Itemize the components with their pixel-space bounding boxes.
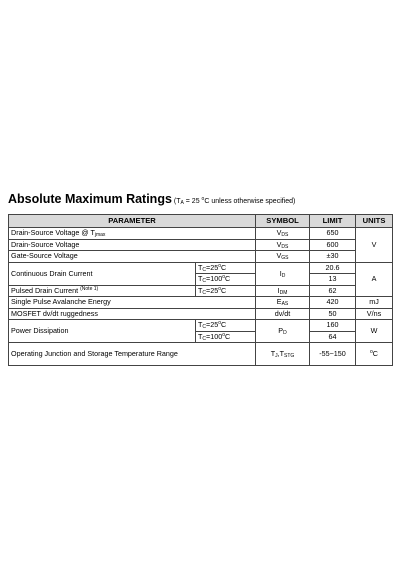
- symbol-cell: $E_{AS}$: [256, 297, 310, 309]
- header-units: UNITS: [356, 215, 393, 228]
- condition-cell: $T_C=100^oC$: [196, 331, 256, 343]
- note-ref: (Note 1): [80, 285, 99, 292]
- table-row: [9, 239, 393, 251]
- symbol-cell: $P_D$: [256, 320, 310, 343]
- header-parameter: PARAMETER: [9, 215, 256, 228]
- parameter-cell: Drain-Source Voltage @ $T_{jmax}$: [9, 228, 256, 240]
- units-cell: mJ: [356, 297, 393, 309]
- symbol-cell: $V_{GS}$: [256, 251, 310, 263]
- limit-cell: 20.6: [310, 262, 356, 274]
- parameter-cell: Continuous Drain Current: [9, 262, 196, 285]
- condition-cell: $T_C=25^oC$: [196, 262, 256, 274]
- limit-cell: 600: [310, 239, 356, 251]
- units-cell: V: [356, 228, 393, 263]
- symbol-cell: $I_{DM}$: [256, 285, 310, 297]
- table-row: [9, 285, 393, 297]
- ratings-table: [8, 214, 393, 366]
- units-cell: $^o$C: [356, 343, 393, 366]
- parameter-cell: Pulsed Drain Current $^{(Note 1)}$: [9, 285, 196, 297]
- limit-cell: 420: [310, 297, 356, 309]
- table-row: [9, 228, 393, 240]
- header-symbol: SYMBOL: [256, 215, 310, 228]
- symbol-cell: $T_J,T_{STG}$: [256, 343, 310, 366]
- table-row: [9, 308, 393, 320]
- table-row: [9, 262, 393, 274]
- parameter-cell: Single Pulse Avalanche Energy: [9, 297, 256, 309]
- section-heading: [8, 190, 393, 208]
- test-condition: ($T_A = 25$ $^o$C unless otherwise specified): [171, 196, 296, 206]
- condition-cell: $T_C=100^oC$: [196, 274, 256, 286]
- limit-cell: 62: [310, 285, 356, 297]
- table-row: [9, 251, 393, 263]
- table-row: [9, 320, 393, 332]
- header-limit: LIMIT: [310, 215, 356, 228]
- symbol-cell: $I_D$: [256, 262, 310, 285]
- section-title: Absolute Maximum Ratings: [8, 192, 172, 206]
- units-cell: W: [356, 320, 393, 343]
- table-header-row: [9, 215, 393, 228]
- table-row: [9, 343, 393, 366]
- parameter-cell: Power Dissipation: [9, 320, 196, 343]
- condition-cell: $T_C=25^oC$: [196, 285, 256, 297]
- limit-cell: 64: [310, 331, 356, 343]
- units-cell: A: [356, 262, 393, 297]
- parameter-cell: MOSFET dv/dt ruggedness: [9, 308, 256, 320]
- limit-cell: 50: [310, 308, 356, 320]
- parameter-cell: Operating Junction and Storage Temperature Range: [9, 343, 256, 366]
- symbol-cell: dv/dt: [256, 308, 310, 320]
- limit-cell: 160: [310, 320, 356, 332]
- symbol-cell: $V_{DS}$: [256, 228, 310, 240]
- limit-cell: ±30: [310, 251, 356, 263]
- table-row: [9, 297, 393, 309]
- symbol-cell: $V_{DS}$: [256, 239, 310, 251]
- parameter-cell: Gate-Source Voltage: [9, 251, 256, 263]
- parameter-cell: Drain-Source Voltage: [9, 239, 256, 251]
- limit-cell: -55~150: [310, 343, 356, 366]
- limit-cell: 650: [310, 228, 356, 240]
- limit-cell: 13: [310, 274, 356, 286]
- condition-cell: $T_C=25^oC$: [196, 320, 256, 332]
- units-cell: V/ns: [356, 308, 393, 320]
